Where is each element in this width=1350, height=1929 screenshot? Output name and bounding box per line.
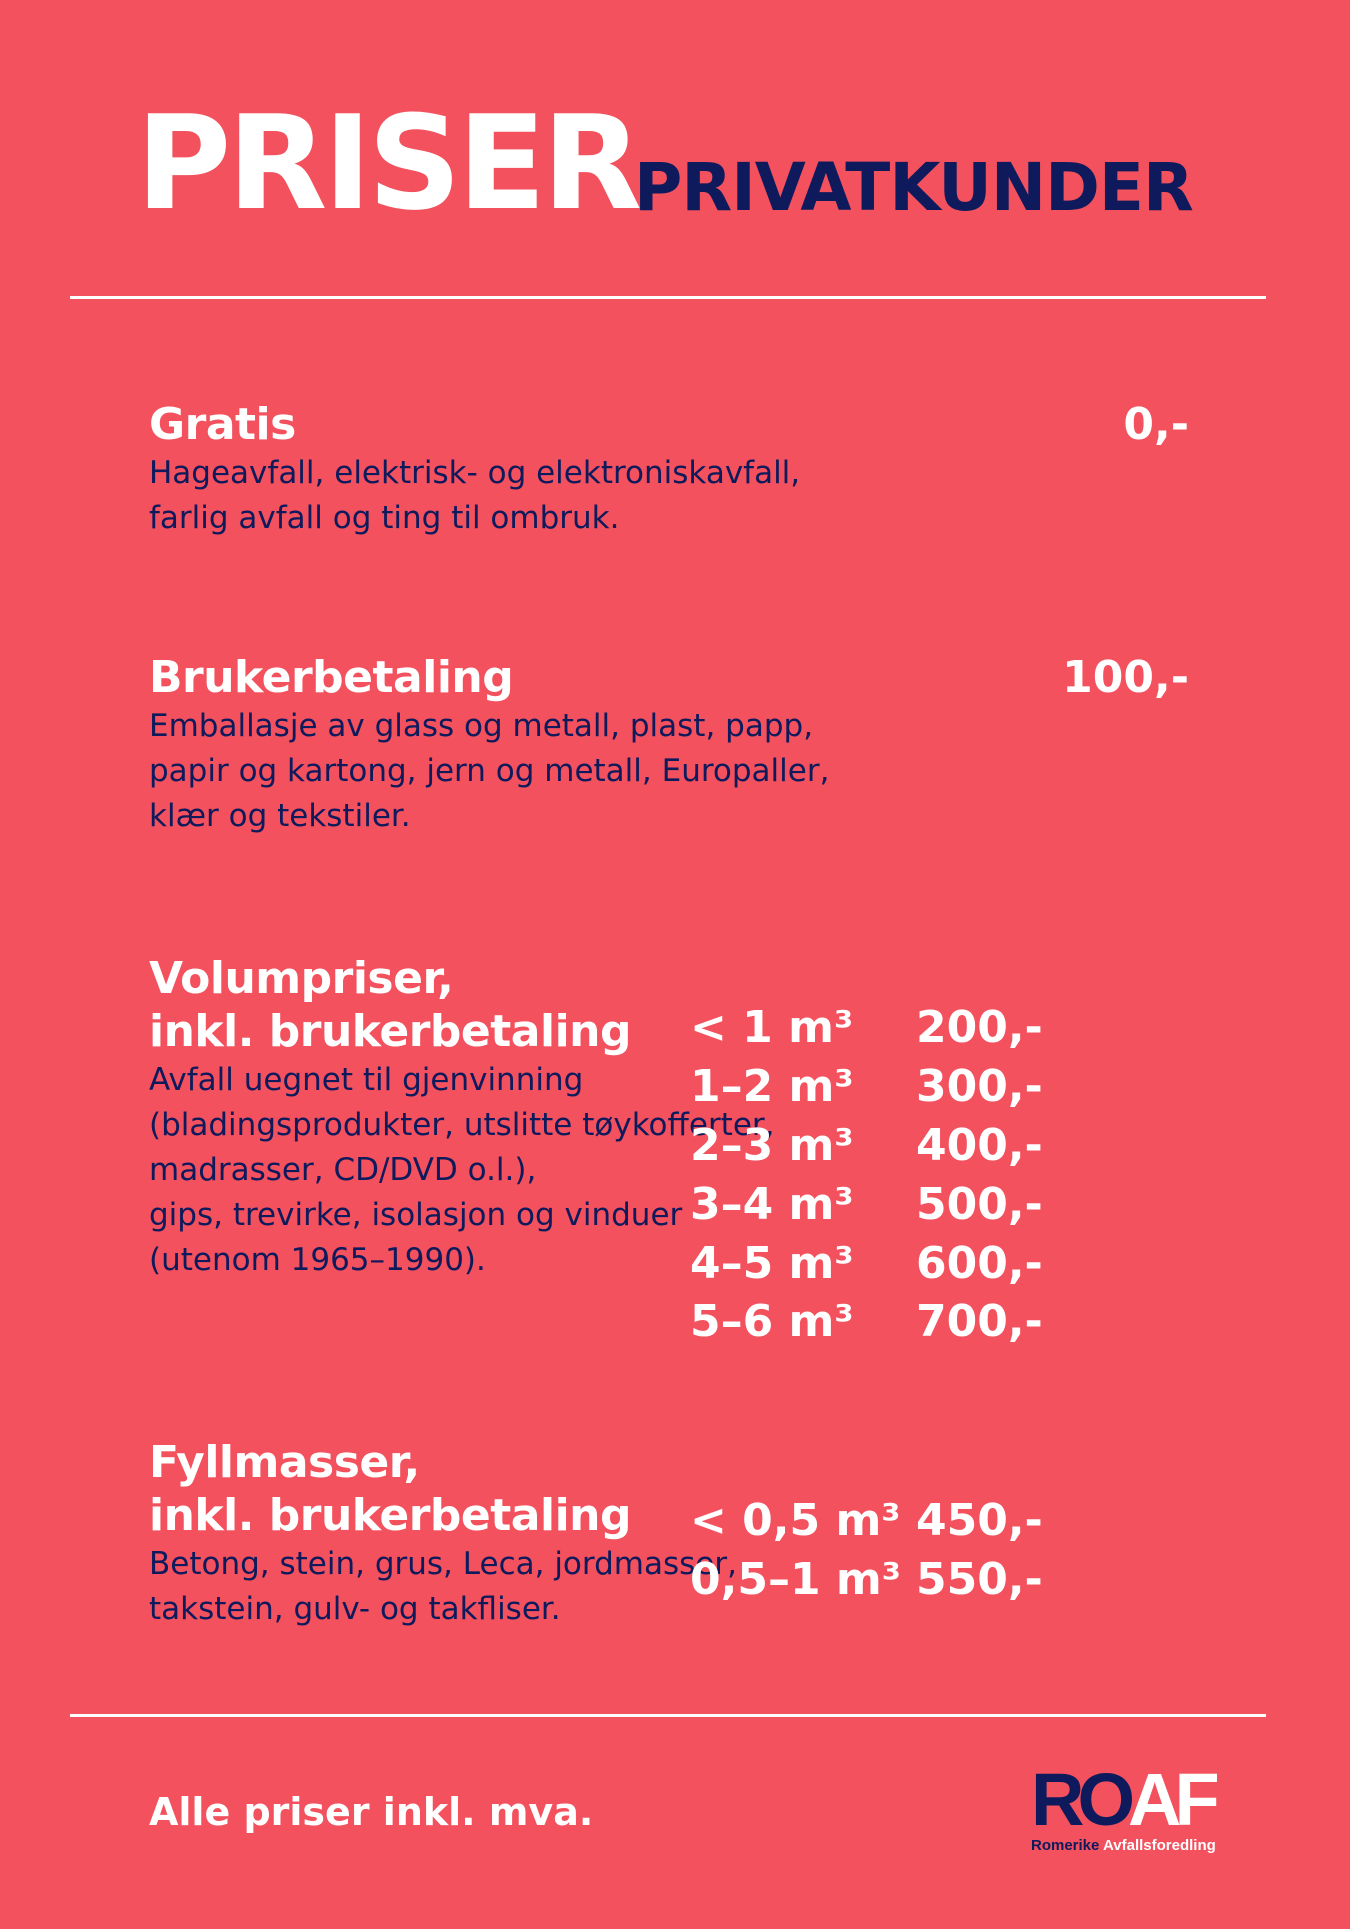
top-divider — [70, 296, 1266, 299]
logo-tag-primary: Romerike — [1031, 1837, 1100, 1854]
section-description-line: Emballasje av glass og metall, plast, papp, — [149, 708, 814, 744]
section-fyllmasser — [149, 1436, 1209, 1632]
section-description-line: Betong, stein, grus, Leca, jordmasser, — [149, 1546, 737, 1582]
section-title-line: inkl. brukerbetaling — [149, 1490, 631, 1541]
table-row — [690, 1234, 1043, 1293]
tier-price: 300,- — [916, 1061, 1043, 1113]
table-row — [690, 1293, 1043, 1352]
section-title: Gratis — [149, 399, 296, 450]
table-row — [690, 1058, 1043, 1117]
tier-size: 1–2 m³ — [690, 1061, 854, 1113]
tier-size: 3–4 m³ — [690, 1178, 854, 1230]
section-description-line: farlig avfall og ting til ombruk. — [149, 500, 620, 536]
footer-note: Alle priser inkl. mva. — [149, 1790, 594, 1834]
section-price: 0,- — [1123, 399, 1189, 450]
section-description-line: madrasser, CD/DVD o.l.), — [149, 1152, 537, 1188]
roaf-logo — [1031, 1758, 1231, 1860]
tier-size: 4–5 m³ — [690, 1237, 854, 1289]
table-row — [690, 1117, 1043, 1176]
section-title-line: inkl. brukerbetaling — [149, 1006, 631, 1057]
section-description-line: (bladingsprodukter, utslitte tøykofferter, — [149, 1107, 775, 1143]
table-row — [690, 1551, 1043, 1610]
tier-price: 450,- — [916, 1495, 1043, 1547]
section-description-line: papir og kartong, jern og metall, Europaller, — [149, 753, 830, 789]
page-subtitle: PRIVATKUNDER — [634, 149, 1193, 226]
tier-price: 600,- — [916, 1237, 1043, 1289]
tier-price: 550,- — [916, 1554, 1043, 1606]
section-title-line: Volumpriser, — [149, 953, 454, 1004]
tier-size: 5–6 m³ — [690, 1296, 854, 1348]
tier-price: 200,- — [916, 1002, 1043, 1054]
table-row — [690, 999, 1043, 1058]
logo-mark — [1031, 1758, 1231, 1841]
section-title-line: Fyllmasser, — [149, 1437, 420, 1488]
section-volumpriser — [149, 952, 1209, 1283]
section-description-line: takstein, gulv- og takfliser. — [149, 1591, 561, 1627]
section-description-line: Hageavfall, elektrisk- og elektroniskavfall, — [149, 455, 801, 491]
tier-size: < 1 m³ — [690, 1002, 854, 1054]
table-row — [690, 1492, 1043, 1551]
section-brukerbetaling — [149, 651, 1209, 839]
page-title: PRISER — [136, 87, 639, 239]
section-description-line: klær og tekstiler. — [149, 798, 411, 834]
volume-price-table — [690, 999, 1043, 1352]
fill-mass-price-table — [690, 1492, 1043, 1610]
logo-tag-secondary: Avfallsforedling — [1103, 1837, 1216, 1854]
section-gratis — [149, 398, 1209, 541]
logo-tagline — [1031, 1836, 1231, 1856]
table-row — [690, 1175, 1043, 1234]
tier-size: < 0,5 m³ — [690, 1495, 901, 1547]
section-description-line: (utenom 1965–1990). — [149, 1242, 486, 1278]
tier-price: 700,- — [916, 1296, 1043, 1348]
logo-mark-primary: RO — [1031, 1758, 1128, 1841]
bottom-divider — [70, 1714, 1266, 1717]
section-title: Brukerbetaling — [149, 652, 514, 703]
section-description-line: gips, trevirke, isolasjon og vinduer — [149, 1197, 683, 1233]
tier-size: 0,5–1 m³ — [690, 1554, 901, 1606]
section-description-line: Avfall uegnet til gjenvinning — [149, 1062, 584, 1098]
logo-mark-secondary: AF — [1128, 1758, 1213, 1841]
tier-size: 2–3 m³ — [690, 1119, 854, 1171]
tier-price: 500,- — [916, 1178, 1043, 1230]
tier-price: 400,- — [916, 1119, 1043, 1171]
section-price: 100,- — [1062, 652, 1189, 703]
